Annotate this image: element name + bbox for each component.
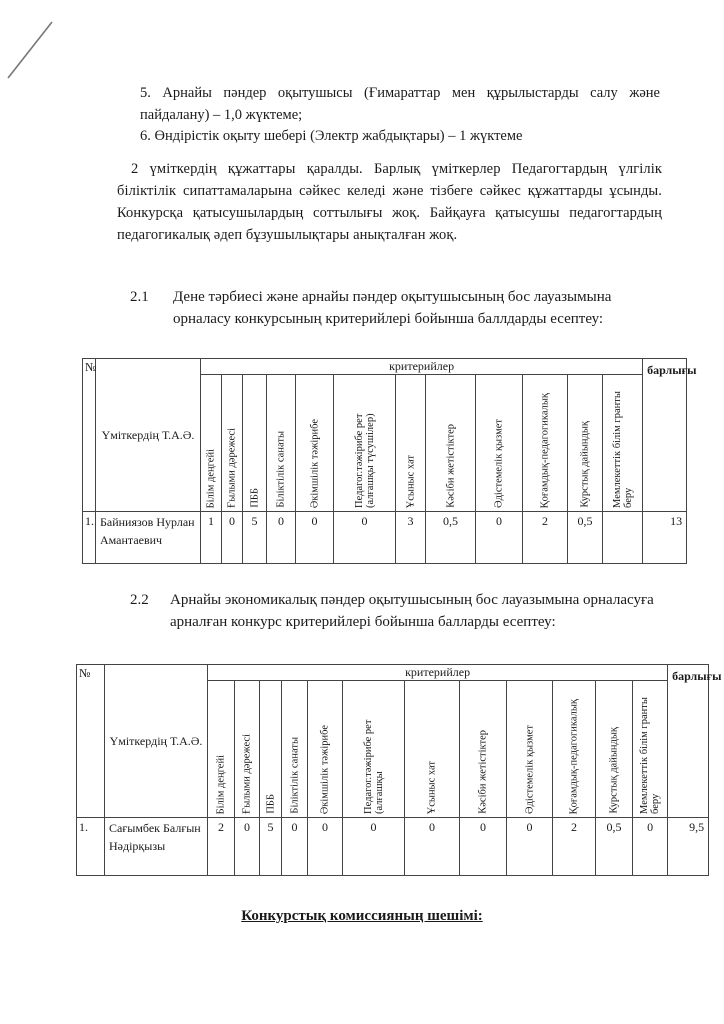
score-cell: 0 [633, 818, 668, 876]
criterion-label: Әдістемелік қызмет [493, 419, 505, 508]
criteria-header: критерийлер [208, 665, 668, 681]
criterion-label: Педагог.тәжірибе рет (алғашқы түсушілер) [353, 413, 376, 508]
criterion-header [296, 375, 334, 512]
number-header: № [83, 359, 96, 512]
criterion-label: Мемлекеттік білім гранты беру [639, 697, 662, 814]
score-cell: 0 [476, 512, 523, 564]
score-cell: 0 [296, 512, 334, 564]
score-cell: 0 [460, 818, 507, 876]
list-item-6: 6. Өндірістік оқыту шебері (Электр жабдықтары) – 1 жүктеме [140, 128, 523, 144]
criterion-header [596, 681, 633, 818]
criterion-header [260, 681, 282, 818]
section-number: 2.2 [130, 592, 149, 608]
number-header: № [77, 665, 105, 818]
score-cell: 0 [334, 512, 396, 564]
score-cell: 2 [553, 818, 596, 876]
score-cell: 0 [308, 818, 343, 876]
criterion-header [208, 681, 235, 818]
criterion-label: Кәсіби жетістіктер [477, 730, 489, 814]
section-number: 2.1 [130, 289, 149, 305]
decision-heading: Конкурстық комиссияның шешімі: [241, 908, 483, 924]
score-cell: 5 [260, 818, 282, 876]
score-cell: 0 [235, 818, 260, 876]
score-cell: 3 [396, 512, 426, 564]
criterion-label: Біліктілік санаты [275, 431, 287, 508]
criterion-header [426, 375, 476, 512]
criterion-header [201, 375, 222, 512]
criterion-header [396, 375, 426, 512]
candidates-paragraph: 2 үміткердің құжаттары қаралды. Барлық үміткерлер Педагогтардың үлгілік біліктілік сипаттамаларына сәйкес келеді және тізбеге сәйкес құжаттарды ұсынды. Конкурсқа қатысушылардың соттылығы жоқ. Байқауға қатысушы педагогтардың педагогикалық әдеп бұзушылықтары анықталған жоқ. [117, 161, 662, 243]
criteria-table-2-1 [82, 358, 697, 564]
score-cell: 2 [208, 818, 235, 876]
criterion-label: Мемлекеттік білім гранты беру [611, 391, 634, 508]
score-cell: 0 [222, 512, 243, 564]
section-title: Дене тәрбиесі және арнайы пәндер оқытушысының бос лауазымына орналасу конкурсының критерийлері бойынша баллдарды есептеу: [173, 289, 612, 327]
criterion-header [343, 681, 405, 818]
row-number: 1. [83, 512, 96, 564]
criterion-label: Курстық дайындық [608, 727, 620, 814]
criterion-label: Кәсіби жетістіктер [445, 424, 456, 508]
row-number: 1. [77, 818, 105, 876]
criterion-label: ПББ [265, 794, 276, 814]
candidate-name: Сағымбек Балғын Нәдірқызы [105, 818, 208, 876]
total-header: барлығы [643, 359, 687, 512]
criterion-header [523, 375, 568, 512]
criterion-label: Ғылыми дәрежесі [241, 734, 253, 814]
criterion-label: ПББ [249, 488, 260, 508]
criterion-label: Білім деңгейі [205, 448, 217, 508]
score-cell: 2 [523, 512, 568, 564]
criterion-header [568, 375, 603, 512]
total-score: 13 [643, 512, 687, 564]
criterion-header [405, 681, 460, 818]
criterion-header [222, 375, 243, 512]
total-header: барлығы [668, 665, 709, 818]
criterion-label: Біліктілік санаты [289, 737, 300, 814]
criterion-header [243, 375, 267, 512]
score-cell: 1 [201, 512, 222, 564]
candidate-name-header: Үміткердің Т.А.Ә. [96, 359, 201, 512]
criterion-header [553, 681, 596, 818]
criterion-label: Ұсыныс хат [405, 454, 416, 508]
score-cell: 0,5 [568, 512, 603, 564]
criterion-header [282, 681, 308, 818]
score-cell: 0 [343, 818, 405, 876]
criterion-header [267, 375, 296, 512]
score-cell: 0 [507, 818, 553, 876]
criterion-label: Әкімшілік тәжірибе [319, 724, 331, 814]
criterion-header [334, 375, 396, 512]
criterion-header [507, 681, 553, 818]
criterion-header [603, 375, 643, 512]
candidate-name-header: Үміткердің Т.А.Ә. [105, 665, 208, 818]
criterion-label: Ұсыныс хат [426, 760, 438, 814]
list-item-5: 5. Арнайы пәндер оқытушысы (Ғимараттар мен құрылыстарды салу және пайдалану) – 1,0 жүктеме; [140, 85, 660, 123]
criterion-label: Қоғамдық-педагогикалық [568, 698, 580, 814]
score-cell: 0 [267, 512, 296, 564]
criterion-label: Педагог.тәжірибе рет (алғашқы [362, 719, 385, 814]
section-title: Арнайы экономикалық пәндер оқытушысының бос лауазымына орналасуға арналған конкурс критерийлері бойынша балларды есептеу: [170, 592, 654, 630]
criterion-header [235, 681, 260, 818]
score-cell [603, 512, 643, 564]
score-cell: 5 [243, 512, 267, 564]
criterion-header [633, 681, 668, 818]
total-score: 9,5 [668, 818, 709, 876]
criterion-label: Әдістемелік қызмет [524, 725, 535, 814]
criterion-header [460, 681, 507, 818]
criterion-label: Әкімшілік тәжірибе [309, 418, 320, 508]
criterion-label: Ғылыми дәрежесі [226, 428, 238, 508]
scan-corner-mark [0, 0, 60, 90]
score-cell: 0 [405, 818, 460, 876]
criterion-header [308, 681, 343, 818]
score-cell: 0,5 [426, 512, 476, 564]
score-cell: 0,5 [596, 818, 633, 876]
criterion-label: Курстық дайындық [579, 421, 591, 508]
criteria-header: критерийлер [201, 359, 643, 375]
criteria-table-2-2 [76, 664, 722, 876]
score-cell: 0 [282, 818, 308, 876]
criterion-header [476, 375, 523, 512]
criterion-label: Қоғамдық-педагогикалық [539, 392, 551, 508]
candidate-name: Байниязов Нурлан Амантаевич [96, 512, 201, 564]
criterion-label: Білім деңгейі [215, 754, 227, 814]
